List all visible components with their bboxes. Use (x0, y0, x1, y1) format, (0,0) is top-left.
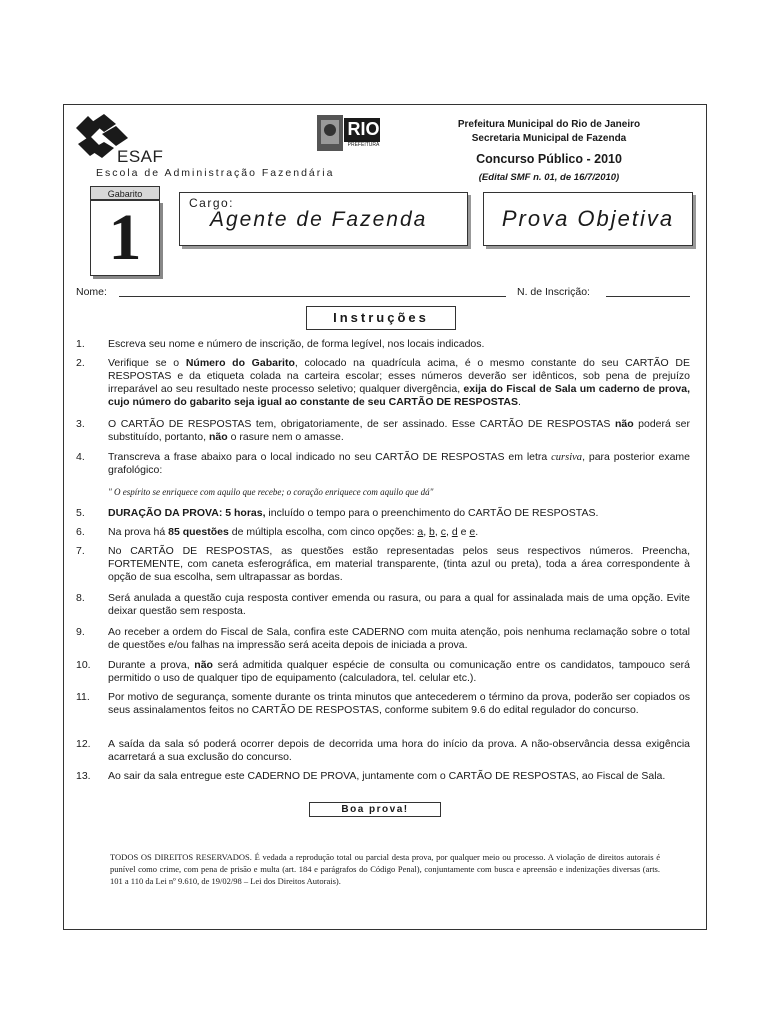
concurso-title: Concurso Público - 2010 (476, 152, 622, 166)
item-number: 10. (76, 659, 91, 671)
item-number: 12. (76, 738, 91, 750)
gabarito-number: 1 (108, 201, 142, 274)
handwriting-quote: " O espírito se enriquece com aquilo que recebe; o coração enriquece com aquilo que dá" (108, 487, 434, 497)
item-number: 2. (76, 357, 85, 369)
rio-logo-subtext: PREFEITURA (347, 142, 380, 148)
item-number: 6. (76, 526, 85, 538)
item-text: O CARTÃO DE RESPOSTAS tem, obrigatoriamente, de ser assinado. Esse CARTÃO DE RESPOSTAS não poderá ser substituído, portanto, não o rasure nem o amasse. (108, 418, 690, 443)
esaf-short-name: ESAF (117, 147, 164, 166)
item-text: Ao receber a ordem do Fiscal de Sala, confira este CADERNO com muita atenção, pois nenhuma reclamação sobre o total de questões e/ou falhas na impressão será aceita depois de iniciada a prova. (108, 626, 690, 651)
edital-reference: (Edital SMF n. 01, de 16/7/2010) (478, 172, 620, 183)
rio-prefeitura-logo (314, 112, 383, 154)
esaf-full-name: Escola de Administração Fazendária (96, 167, 335, 179)
inscricao-label: N. de Inscrição: (517, 286, 590, 298)
nome-field[interactable] (119, 296, 506, 297)
item-text: No CARTÃO DE RESPOSTAS, as questões estão representadas pelos seus respectivos números. Preencha, FORTEMENTE, com caneta esferográfica, em material transparente, (tinta azul ou preta), toda a área correspondente à opção de sua escolha, sem ultrapassar as bordas. (108, 545, 690, 583)
item-number: 8. (76, 592, 85, 604)
gabarito-label: Gabarito (90, 186, 160, 200)
rights-notice: TODOS OS DIREITOS RESERVADOS. É vedada a reprodução total ou parcial desta prova, por qualquer meio ou processo. A violação de direitos autorais é punível como crime, com pena de prisão e multa (art. 184 e parágrafos do Código Penal), conjuntamente com busca e apreensão e indenizações diversas (arts. 101 a 110 da Lei nº 9.610, de 19/02/98 – Lei dos Direitos Autorais). (110, 852, 660, 886)
prefeitura-block (418, 118, 680, 146)
item-text: Durante a prova, não será admitida qualquer espécie de consulta ou comunicação entre os candidatos, tampouco será permitido o uso de qualquer tipo de equipamento (calculadora, tel. celular etc.). (108, 659, 690, 684)
cargo-name: Agente de Fazenda (210, 208, 428, 231)
item-text: Ao sair da sala entregue este CADERNO DE PROVA, juntamente com o CARTÃO DE RESPOSTAS, ao Fiscal de Sala. (108, 770, 666, 782)
item-number: 13. (76, 770, 91, 782)
item-text: Será anulada a questão cuja resposta contiver emenda ou rasura, ou para a qual for assinalada mais de uma opção. Evite deixar questão sem resposta. (108, 592, 690, 617)
item-number: 5. (76, 507, 85, 519)
boa-prova-box: Boa prova! (309, 802, 441, 817)
item-text: Na prova há 85 questões de múltipla escolha, com cinco opções: a, b, c, d e e. (108, 526, 479, 538)
item-number: 11. (76, 691, 90, 703)
item-number: 4. (76, 451, 85, 463)
prova-type: Prova Objetiva (501, 206, 675, 231)
item-number: 3. (76, 418, 85, 430)
secretaria-name: Secretaria Municipal de Fazenda (471, 133, 627, 144)
inscricao-field[interactable] (606, 296, 690, 297)
item-text: Transcreva a frase abaixo para o local indicado no seu CARTÃO DE RESPOSTAS em letra cursiva, para posterior exame grafológico: (108, 451, 690, 476)
instructions-title: Instruções (306, 306, 456, 330)
prefeitura-name: Prefeitura Municipal do Rio de Janeiro (457, 119, 641, 130)
nome-label: Nome: (76, 286, 107, 298)
item-number: 7. (76, 545, 85, 557)
item-text: DURAÇÃO DA PROVA: 5 horas, incluído o tempo para o preenchimento do CARTÃO DE RESPOSTAS. (108, 507, 599, 519)
item-text: Por motivo de segurança, somente durante os trinta minutos que antecederem o término da prova, poderão ser copiados os seus assinalamentos feitos no CARTÃO DE RESPOSTAS, conforme subitem 9.6 do edital regulador do concurso. (108, 691, 690, 716)
item-text: A saída da sala só poderá ocorrer depois de decorrida uma hora do início da prova. A não-observância dessa exigência acarretará a sua exclusão do concurso. (108, 738, 690, 763)
rio-logo-text: RIO (347, 119, 380, 139)
item-text: Verifique se o Número do Gabarito, colocado na quadrícula acima, é o mesmo constante do seu CARTÃO DE RESPOSTAS e da etiqueta colada na carteira escolar; esses números deverão ser idênticos, sob pena de prejuízo irreparável ao seu resultado neste processo seletivo; qualquer divergência, exija do Fiscal de Sala um caderno de prova, cujo número do gabarito seja igual ao constante de seu CARTÃO DE RESPOSTAS. (108, 357, 690, 408)
item-number: 9. (76, 626, 85, 638)
item-text: Escreva seu nome e número de inscrição, de forma legível, nos locais indicados. (108, 338, 485, 350)
item-number: 1. (76, 338, 85, 350)
cargo-label: Cargo: (189, 196, 235, 210)
